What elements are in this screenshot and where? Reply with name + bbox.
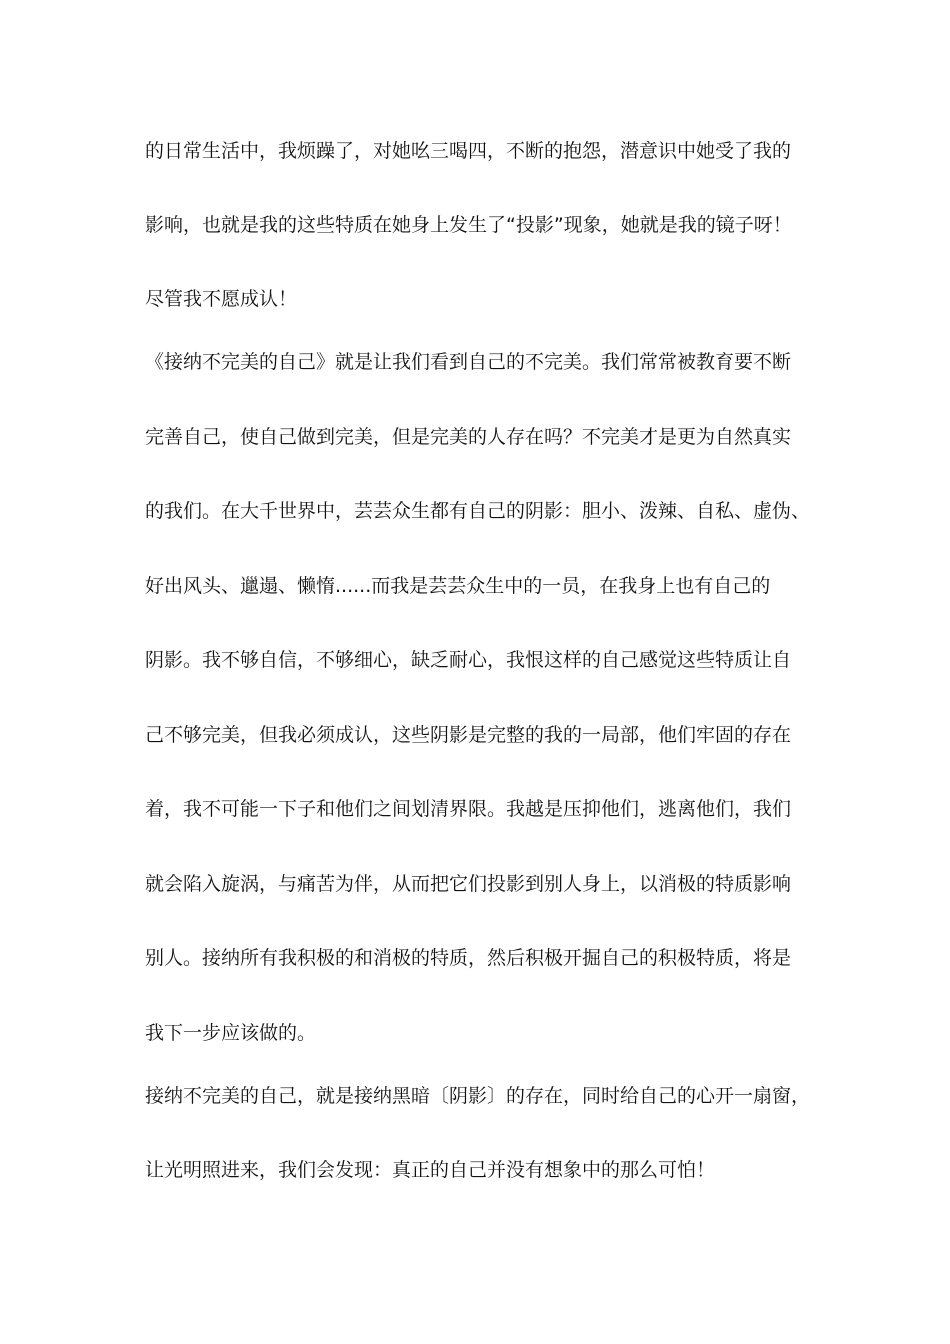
text-line: 阴影。我不够自信，不够细心，缺乏耐心，我恨这样的自己感觉这些特质让自 (145, 649, 792, 671)
text-line: 我下一步应该做的。 (145, 1022, 317, 1044)
text-line: 尽管我不愿成认！ (145, 288, 298, 310)
text-line: 让光明照进来，我们会发现：真正的自己并没有想象中的那么可怕！ (145, 1159, 716, 1181)
text-line: 《接纳不完美的自己》就是让我们看到自己的不完美。我们常常被教育要不断 (145, 351, 792, 373)
text-line: 着，我不可能一下子和他们之间划清界限。我越是压抑他们，逃离他们，我们 (145, 798, 792, 820)
text-line: 就会陷入旋涡，与痛苦为伴，从而把它们投影到别人身上，以消极的特质影响 (145, 873, 792, 895)
text-line: 别人。接纳所有我积极的和消极的特质，然后积极开掘自己的积极特质，将是 (145, 947, 792, 969)
text-line: 的我们。在大千世界中，芸芸众生都有自己的阴影：胆小、泼辣、自私、虚伪、 (145, 500, 811, 522)
text-line: 接纳不完美的自己，就是接纳黑暗〔阴影〕的存在，同时给自己的心开一扇窗， (145, 1085, 811, 1107)
text-line: 好出风头、邋遢、懒惰......而我是芸芸众生中的一员，在我身上也有自己的 (145, 575, 771, 597)
text-line: 完善自己，使自己做到完美，但是完美的人存在吗？不完美才是更为自然真实 (145, 426, 792, 448)
text-line: 己不够完美，但我必须成认，这些阴影是完整的我的一局部，他们牢固的存在 (145, 724, 792, 746)
text-line: 的日常生活中，我烦躁了，对她吆三喝四，不断的抱怨，潜意识中她受了我的 (145, 140, 792, 162)
text-line: 影响，也就是我的这些特质在她身上发生了“投影”现象，她就是我的镜子呀！ (145, 214, 792, 236)
